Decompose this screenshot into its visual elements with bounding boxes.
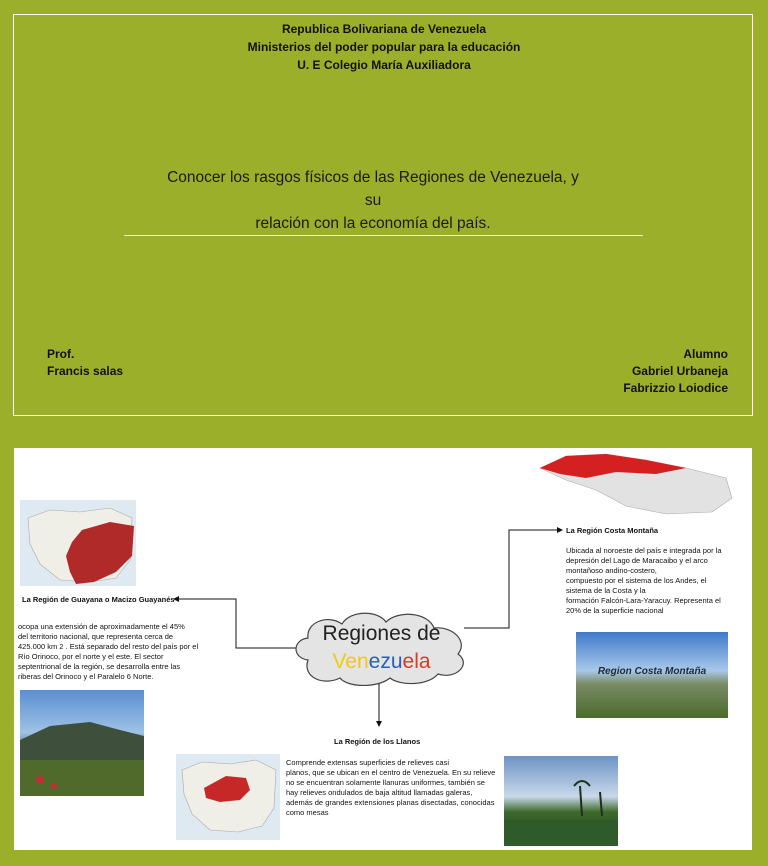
costa-text-line: compuesto por el sistema de los Andes, el [566,576,707,585]
title-line-2: su [364,192,382,209]
costa-label: La Región Costa Montaña [566,526,659,535]
center-word-part: ela [402,650,431,673]
costa-photo [576,632,728,718]
guayana-map [20,500,136,586]
header-line-1: Republica Bolivariana de Venezuela [281,22,487,36]
guayana-text-line: del territorio nacional, que representa cerca de [18,632,174,641]
header-line-3: U. E Colegio María Auxiliadora [297,58,471,72]
center-word-part: Ven [332,650,369,673]
title-line-3: relación con la economía del país. [255,215,491,232]
llanos-text-line: como mesas [286,808,329,817]
guayana-label: La Región de Guayana o Macizo Guayanés [22,595,175,604]
costa-text-line: montañoso andino-costero, [566,566,657,575]
teacher-label: Prof. [47,347,75,361]
costa-map [536,450,736,516]
guayana-text-line: septentrional de la región, se desarrolla entre las [18,662,181,671]
costa-text-line: Ubicada al noroeste del país e integrada por la [566,546,722,555]
regions-slide [14,448,752,850]
costa-text-line: depresión del Lago de Maracaibo y el arco [566,556,708,565]
teacher-name: Francis salas [47,364,124,378]
students-block [623,346,728,397]
llanos-text-line: Comprende extensas superficies de relieves casi [286,758,449,767]
center-word-part: ezu [368,650,403,673]
student-name: Fabrizzio Loiodice [623,381,728,395]
guayana-photo [20,690,144,796]
central-cloud [288,608,474,686]
llanos-text [286,758,495,818]
guayana-text-line: 425.000 km 2 . Está separado del resto del país por el [18,642,199,651]
guayana-text-line: ocopa una extensión de aproximadamente el 45% [18,622,185,631]
center-title-line-1: Regiones de [322,622,441,645]
llanos-map [176,754,280,840]
llanos-text-line: hay relieves ondulados de baja altitud llamadas galeras, [286,788,473,797]
title-underline [124,235,643,236]
teacher-block [47,346,123,380]
llanos-label: La Región de los Llanos [334,737,421,746]
header-line-2: Ministerios del poder popular para la educación [247,40,521,54]
title-line-1: Conocer los rasgos físicos de las Regiones de Venezuela, y [167,169,579,186]
costa-text [566,546,722,616]
llanos-text-line: además de grandes extensiones planas disectadas, conocidas [286,798,495,807]
costa-text-line: formación Falcón-Lara-Yaracuy. Representa el [566,596,721,605]
costa-photo-caption: Region Costa Montaña [597,666,707,677]
llanos-text-line: no se encuentran solamente llanuras uniformes, también se [286,778,485,787]
students-label: Alumno [683,347,728,361]
student-name: Gabriel Urbaneja [631,364,728,378]
llanos-photo [504,756,618,846]
llanos-text-line: planos, que se ubican en el centro de Venezuela. En su relieve [286,768,496,777]
costa-text-line: sistema de la Costa y la [566,586,646,595]
guayana-text [18,622,198,682]
costa-text-line: 20% de la superficie nacional [566,606,664,615]
guayana-text-line: riberas del Orinoco y el Paralelo 6 Norte. [18,672,154,681]
center-title-line-2 [304,650,459,674]
guayana-text-line: Río Orinoco, por el norte y el este. El sector [18,652,164,661]
